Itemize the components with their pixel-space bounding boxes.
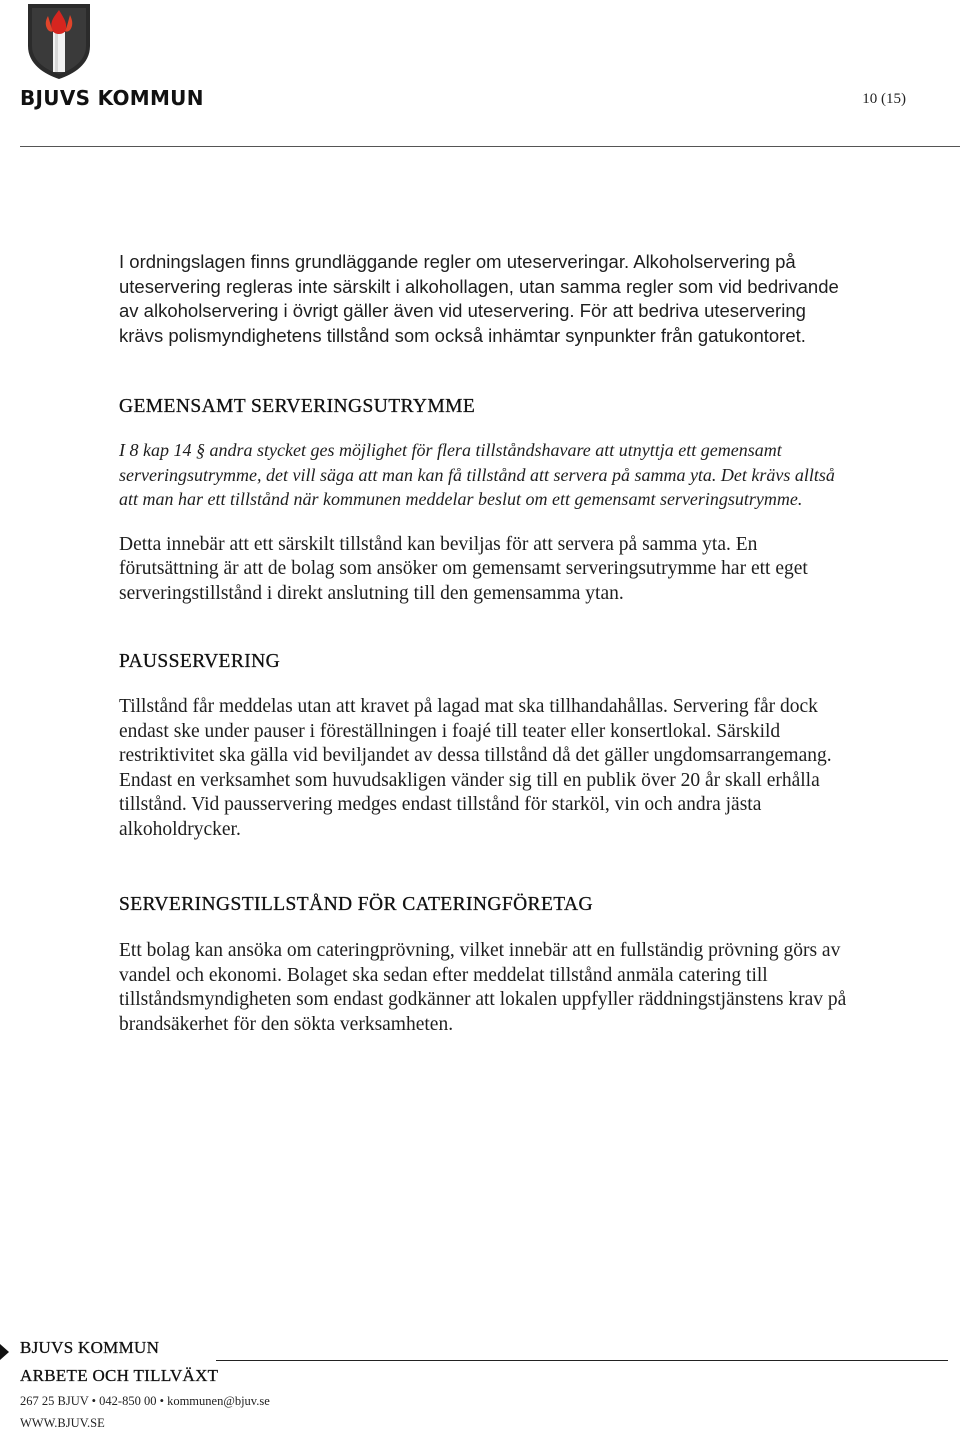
page-number: 10 (15) xyxy=(862,91,906,107)
coat-of-arms-icon xyxy=(26,2,92,80)
header-org-name: BJUVS KOMMUN xyxy=(20,86,204,110)
footer-department: ARBETE OCH TILLVÄXT xyxy=(20,1366,219,1385)
footer-org-name: BJUVS KOMMUN xyxy=(20,1338,160,1357)
triangle-right-icon xyxy=(0,1344,9,1360)
footer-divider xyxy=(216,1360,948,1361)
section-heading-gemensamt: GEMENSAMT SERVERINGSUTRYMME xyxy=(119,396,476,417)
section-paragraph: Detta innebär att ett särskilt tillstånd kan beviljas för att servera på samma yta. En förutsättning är att de bolag som ansöker om gemensamt serveringsutrymme har ett eget serveringstillstånd i direkt anslutning till den gemensamma ytan. xyxy=(119,533,808,604)
footer-contact: 267 25 BJUV • 042-850 00 • kommunen@bjuv.se xyxy=(20,1394,270,1408)
section-paragraph: Tillstånd får meddelas utan att kravet på lagad mat ska tillhandahållas. Servering får dock endast ske under pauser i föreställningen i foajé till teater eller konsertlokal. Särskild restriktivitet ska gälla vid beviljandet av dessa tillstånd då det gäller ungdomsarrangemang. Endast en verksamhet som huvudsakligen vänder sig till en publik över 20 år skall erhålla tillstånd. Vid pausservering medges endast tillstånd för starköl, vin och andra jästa alkoholdrycker. xyxy=(119,696,832,840)
document-body xyxy=(119,250,849,1037)
footer-website-link[interactable]: WWW.BJUV.SE xyxy=(20,1416,105,1430)
section-paragraph: Ett bolag kan ansöka om cateringprövning, vilket innebär att en fullständig prövning görs av vandel och ekonomi. Bolaget ska sedan efter meddelat tillstånd anmäla catering till tillståndsmyndigheten som endast godkänner att lokalen uppfyller räddningstjänstens krav på brandsäkerhet för den sökta verksamheten. xyxy=(119,940,847,1035)
intro-paragraph: I ordningslagen finns grundläggande regler om uteserveringar. Alkoholservering på uteservering regleras inte särskilt i alkohollagen, utan samma regler som vid bedrivande av alkoholservering i övrigt gäller även vid uteservering. För att bedriva uteservering krävs polismyndighetens tillstånd som också inhämtar synpunkter från gatukontoret. xyxy=(119,251,839,346)
header-divider xyxy=(20,146,960,147)
section-italic-paragraph: I 8 kap 14 § andra stycket ges möjlighet för flera tillståndshavare att utnyttja ett gemensamt serveringsutrymme, det vill säga att man kan få tillstånd att servera på samma yta. Det krävs alltså att man har ett tillstånd när kommunen meddelar beslut om ett gemensamt serveringsutrymme. xyxy=(119,440,835,509)
section-heading-catering: SERVERINGSTILLSTÅND FÖR CATERINGFÖRETAG xyxy=(119,894,593,915)
section-heading-pausservering: PAUSSERVERING xyxy=(119,651,281,672)
